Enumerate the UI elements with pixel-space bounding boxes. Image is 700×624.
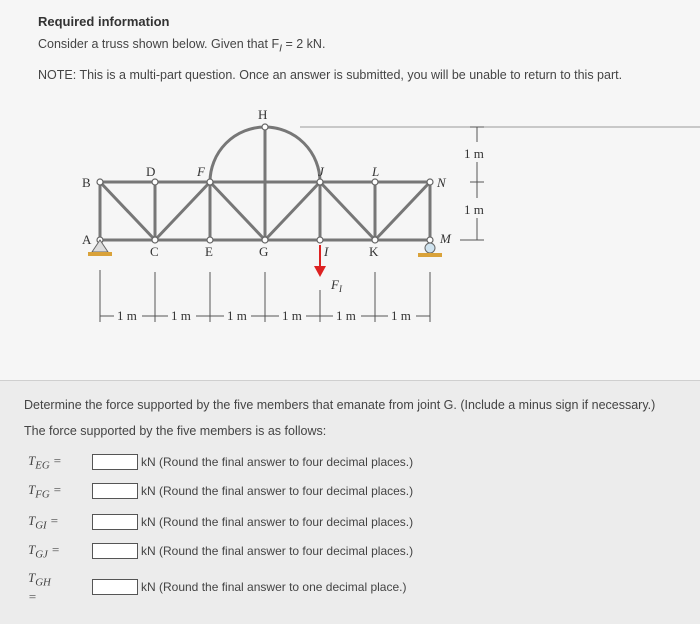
label-A: A <box>82 232 92 247</box>
intro-text <box>38 37 325 55</box>
answer-input-tgh[interactable] <box>92 579 138 595</box>
var-label: $T_{GJ}$ = <box>28 542 60 561</box>
var-label: $T_{FG}$ = <box>28 482 62 501</box>
dim-4: 1 m <box>282 308 302 323</box>
load-label-main: F <box>331 277 339 292</box>
dim-3: 1 m <box>227 308 247 323</box>
load-label <box>330 277 343 294</box>
label-L: L <box>372 164 380 179</box>
label-J: J <box>318 164 324 179</box>
truss-figure <box>0 95 700 330</box>
dim-6: 1 m <box>391 308 411 323</box>
answer-row-tgh <box>28 570 406 605</box>
section-heading: Required information <box>38 14 170 29</box>
answer-row-teg <box>28 453 413 472</box>
label-B: B <box>82 175 91 190</box>
question-prompt: Determine the force supported by the five members that emanate from joint G. (Include a minus sign if necessary.) <box>24 398 656 412</box>
bottom-dimension-line <box>100 270 430 322</box>
dim-1: 1 m <box>117 308 137 323</box>
dim-right-1: 1 m <box>464 146 484 161</box>
dim-right-2: 1 m <box>464 202 484 217</box>
answer-row-tgi <box>28 513 413 532</box>
var-label: $T_{GI}$ = <box>28 513 59 532</box>
answer-input-tgj[interactable] <box>92 543 138 559</box>
label-I: I <box>324 244 329 259</box>
unit-hint: kN (Round the final answer to four decimal places.) <box>141 484 414 499</box>
answer-row-tgj <box>28 542 413 561</box>
intro-main: Consider a truss shown below. Given that F <box>38 37 280 51</box>
label-E: E <box>205 244 213 259</box>
right-dimension-line <box>460 127 484 240</box>
answer-input-teg[interactable] <box>92 454 138 470</box>
label-N: N <box>437 175 446 190</box>
label-C: C <box>150 244 159 259</box>
dim-5: 1 m <box>336 308 356 323</box>
label-G: G <box>259 244 269 259</box>
dim-2: 1 m <box>171 308 191 323</box>
label-H: H <box>258 107 268 122</box>
label-D: D <box>146 164 156 179</box>
label-M: M <box>440 231 451 246</box>
answer-row-tfg <box>28 482 413 501</box>
unit-hint: kN (Round the final answer to four decimal places.) <box>141 544 414 559</box>
unit-hint: kN (Round the final answer to one decimal place.) <box>141 580 407 595</box>
question-subprompt: The force supported by the five members is as follows: <box>24 424 327 438</box>
unit-hint: kN (Round the final answer to four decimal places.) <box>141 455 414 470</box>
intro-tail: = 2 kN. <box>282 37 326 51</box>
pin-support-A <box>88 240 112 256</box>
answer-input-tfg[interactable] <box>92 483 138 499</box>
note-text: NOTE: This is a multi-part question. Once an answer is submitted, you will be unable to return to this part. <box>38 68 623 82</box>
load-label-sub: I <box>338 284 342 294</box>
var-label: $T_{EG}$ = <box>28 453 62 472</box>
label-F: F <box>197 164 205 179</box>
label-K: K <box>369 244 379 259</box>
roller-support-M <box>418 243 442 257</box>
section-divider <box>0 380 700 381</box>
intro-subscript: I <box>279 43 282 55</box>
unit-hint: kN (Round the final answer to four decimal places.) <box>141 515 414 530</box>
answer-input-tgi[interactable] <box>92 514 138 530</box>
var-label: $T_{GH}$ = <box>28 570 51 604</box>
